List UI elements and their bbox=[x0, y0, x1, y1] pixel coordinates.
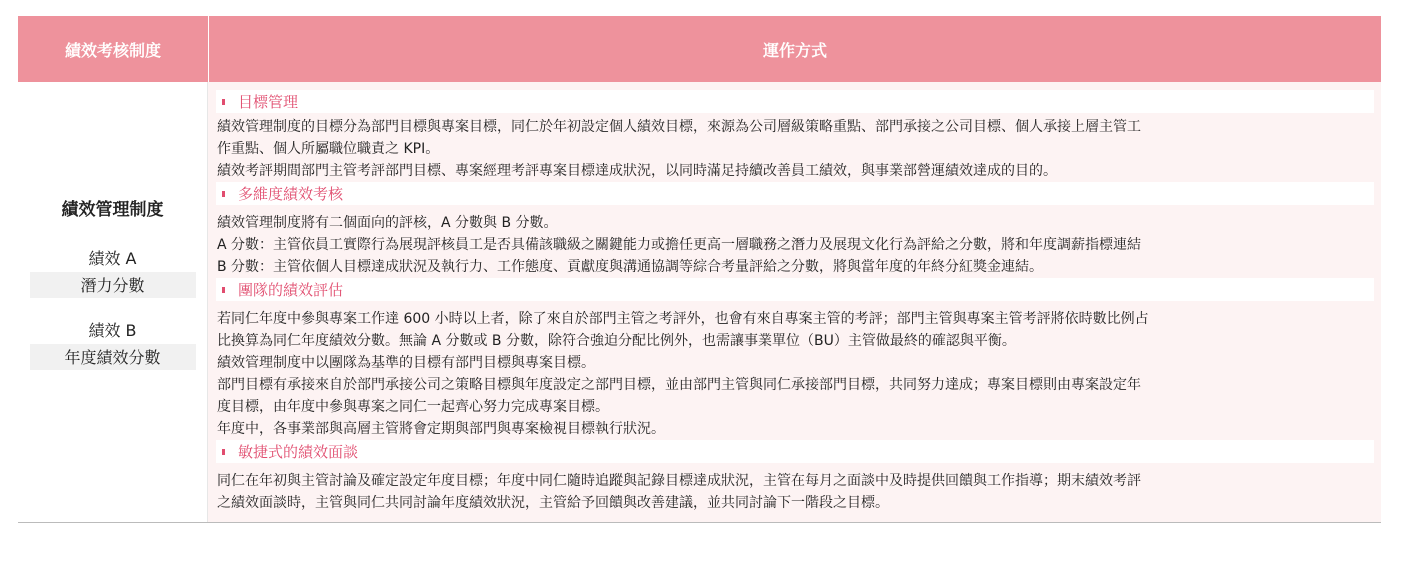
group-b-sub: 年度績效分數 bbox=[30, 344, 196, 370]
section-line: 度目標，由年度中參與專案之同仁一起齊心努力完成專案目標。 bbox=[217, 399, 609, 415]
bullet-icon bbox=[222, 287, 225, 293]
section-line: 之績效面談時，主管與同仁共同討論年度績效狀況，主管給予回饋與改善建議，並共同討論下一階段之目標。 bbox=[217, 495, 889, 511]
section-heading-team bbox=[216, 278, 1374, 301]
section-title: 目標管理 bbox=[238, 93, 299, 111]
section-heading-agile bbox=[216, 440, 1374, 463]
section-line: 績效管理制度中以團隊為基準的目標有部門目標與專案目標。 bbox=[217, 355, 595, 371]
section-line: 部門目標有承接來自於部門承接公司之策略目標與年度設定之部門目標，並由部門主管與同仁承接部門目標，共同努力達成；專案目標則由專案設定年 bbox=[217, 377, 1141, 393]
performance-table bbox=[18, 16, 1381, 523]
section-line: 績效管理制度的目標分為部門目標與專案目標，同仁於年初設定個人績效目標，來源為公司層級策略重點、部門承接之公司目標、個人承接上層主管工 bbox=[217, 119, 1141, 135]
section-line: 同仁在年初與主管討論及確定設定年度目標；年度中同仁隨時追蹤與記錄目標達成狀況，主管在每月之面談中及時提供回饋與工作指導；期末績效考評 bbox=[217, 473, 1141, 489]
section-line: 年度中，各事業部與高層主管將會定期與部門與專案檢視目標執行狀況。 bbox=[217, 421, 665, 437]
section-line: 作重點、個人所屬職位職責之 KPI。 bbox=[217, 141, 440, 157]
table-header bbox=[18, 16, 1381, 82]
bullet-icon bbox=[222, 191, 225, 197]
header-operation: 運作方式 bbox=[762, 40, 827, 60]
system-column bbox=[18, 82, 208, 522]
header-system: 績效考核制度 bbox=[18, 16, 209, 82]
section-line: A 分數：主管依員工實際行為展現評核員工是否具備該職級之關鍵能力或擔任更高一層職務之潛力及展現文化行為評給之分數，將和年度調薪指標連結 bbox=[217, 237, 1142, 253]
group-b-label: 績效 B bbox=[88, 320, 137, 340]
section-title: 多維度績效考核 bbox=[238, 185, 344, 203]
section-heading-multidimensional bbox=[216, 182, 1374, 205]
section-title: 團隊的績效評估 bbox=[238, 281, 344, 299]
operation-column bbox=[208, 82, 1381, 522]
section-heading-goal bbox=[216, 90, 1374, 113]
section-line: 比換算為同仁年度績效分數。無論 A 分數或 B 分數，除符合強迫分配比例外，也需讓事業單位（BU）主管做最終的確認與平衡。 bbox=[217, 333, 1016, 349]
section-line: 績效考評期間部門主管考評部門目標、專案經理考評專案目標達成狀況，以同時滿足持續改善員工績效，與事業部營運績效達成的目的。 bbox=[217, 163, 1057, 179]
section-line: B 分數：主管依個人目標達成狀況及執行力、工作態度、貢獻度與溝通協調等綜合考量評給之分數，將與當年度的年終分紅獎金連結。 bbox=[217, 259, 1044, 275]
group-a-label: 績效 A bbox=[88, 248, 137, 268]
group-a-sub: 潛力分數 bbox=[30, 272, 196, 298]
section-line: 若同仁年度中參與專案工作達 600 小時以上者，除了來自於部門主管之考評外，也會有來自專案主管的考評；部門主管與專案主管考評將依時數比例占 bbox=[217, 311, 1149, 327]
bullet-icon bbox=[222, 449, 225, 455]
section-line: 績效管理制度將有二個面向的評核，A 分數與 B 分數。 bbox=[217, 215, 558, 231]
bullet-icon bbox=[222, 99, 225, 105]
table-body bbox=[18, 82, 1381, 523]
section-title: 敏捷式的績效面談 bbox=[238, 443, 359, 461]
system-title: 績效管理制度 bbox=[61, 199, 164, 220]
